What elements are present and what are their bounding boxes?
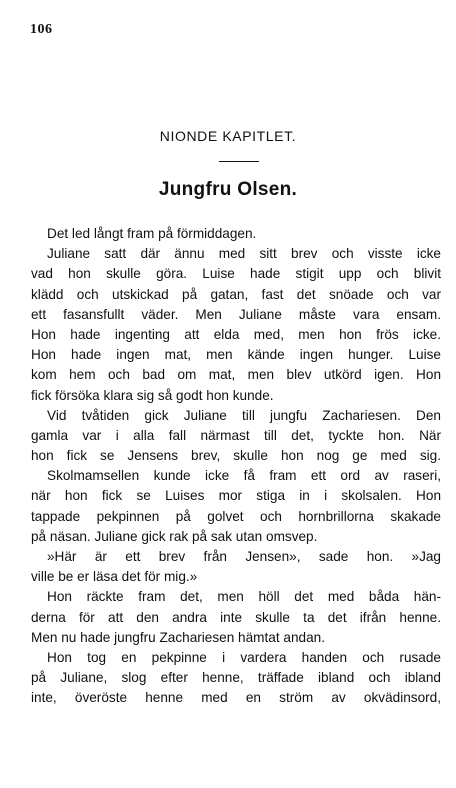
text-line: Det led långt fram på förmiddagen. [47,226,257,241]
text-line: på Juliane, slog efter henne, träffade ibland och ibland [31,670,441,686]
text-line: kom hem och bad om mat, men blev utkörd igen. Hon [31,367,441,383]
text-line: Hon tog en pekpinne i vardera handen och rusade [47,649,441,665]
text-line: hon fick se Jensens brev, skulle hon nog ge med sig. [31,448,441,464]
text-line: derna för att den andra inte skulle ta det ifrån henne. [31,609,441,625]
text-line: Hon hade ingen mat, men kände ingen hunger. Luise [31,347,441,363]
text-line: när hon fick se Luises mor stiga in i skolsalen. Hon [31,488,441,504]
text-line: inte, överöste henne med en ström av okvädinsord, [31,690,441,706]
text-line: »Här är ett brev från Jensen», sade hon. »Jag [47,549,441,564]
text-line: Hon hade ingenting att elda med, men hon frös icke. [31,326,441,342]
page-number: 106 [30,22,53,37]
text-line: Men nu hade jungfru Zachariesen hämtat andan. [31,629,325,645]
text-line: Hon räckte fram det, men höll det med båda hän- [47,589,441,605]
text-line: gamla var i alla fall närmast till det, tyckte hon. När [31,427,441,443]
text-line: Juliane satt där ännu med sitt brev och visste icke [47,246,441,262]
text-line: på näsan. Juliane gick rak på sak utan omsvep. [31,528,318,544]
chapter-heading: NIONDE KAPITLET. [159,128,297,144]
text-line: ville be er läsa det för mig.» [31,569,198,585]
text-line: Vid tvåtiden gick Juliane till jungfu Zachariesen. Den [47,407,441,423]
text-line: Skolmamsellen kunde icke få fram ett ord av raseri, [47,468,441,484]
chapter-title: Jungfru Olsen. [158,179,298,200]
text-line: tappade pekpinnen på golvet och hornbrillorna skakade [31,508,441,524]
text-line: vad hon skulle göra. Luise hade stigit upp och blivit [31,266,441,282]
body-text [31,224,441,709]
text-line: fick försöka klara sig så godt hon kunde. [31,387,274,403]
text-line: ett fasansfullt väder. Men Juliane måste vara ensam. [31,306,441,322]
text-line: klädd och utskickad på gatan, fast det snöade och var [31,286,441,302]
heading-divider [219,161,259,162]
